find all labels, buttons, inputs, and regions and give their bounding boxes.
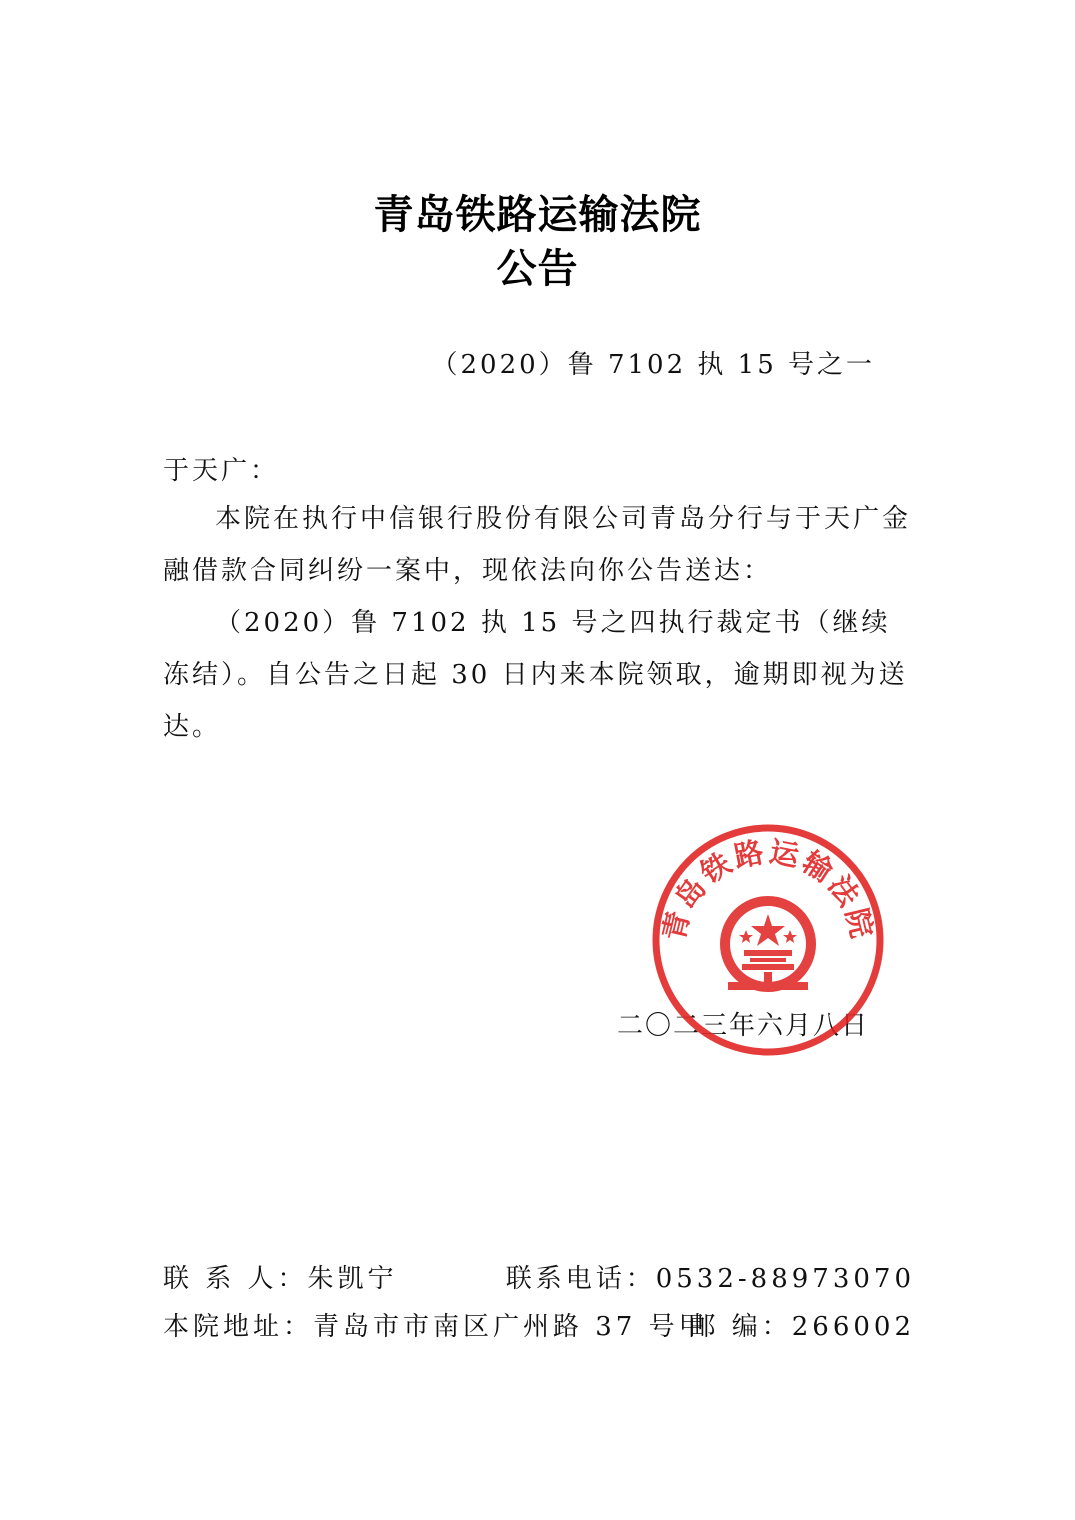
court-address: 本院地址：青岛市市南区广州路 37 号甲 (163, 1312, 709, 1342)
contact-person: 联 系 人：朱凯宁 (163, 1264, 398, 1294)
contact-phone: 联系电话：0532-88973070 (505, 1264, 915, 1294)
court-seal-stamp (650, 822, 886, 1058)
notice-title: 公告 (496, 246, 579, 292)
court-name-title: 青岛铁路运输法院 (373, 192, 702, 238)
case-number: （2020）鲁 7102 执 15 号之一 (431, 350, 875, 380)
addressee: 于天广： (163, 456, 280, 486)
body-paragraph-2 (163, 597, 915, 753)
body-paragraph-1 (163, 493, 915, 597)
postcode: 邮 编：266002 (689, 1312, 915, 1342)
national-emblem-icon (720, 896, 816, 992)
svg-text:青岛铁路运输法院: 青岛铁路运输法院 (656, 834, 880, 945)
paragraph-text: （2020）鲁 7102 执 15 号之四执行裁定书（继续冻结）。自公告之日起 30 日内来本院领取，逾期即视为送达。 (163, 608, 908, 742)
paragraph-text: 本院在执行中信银行股份有限公司青岛分行与于天广金融借款合同纠纷一案中，现依法向你公告送达： (163, 504, 912, 586)
notice-date: 二〇二三年六月八日 (617, 1011, 870, 1041)
